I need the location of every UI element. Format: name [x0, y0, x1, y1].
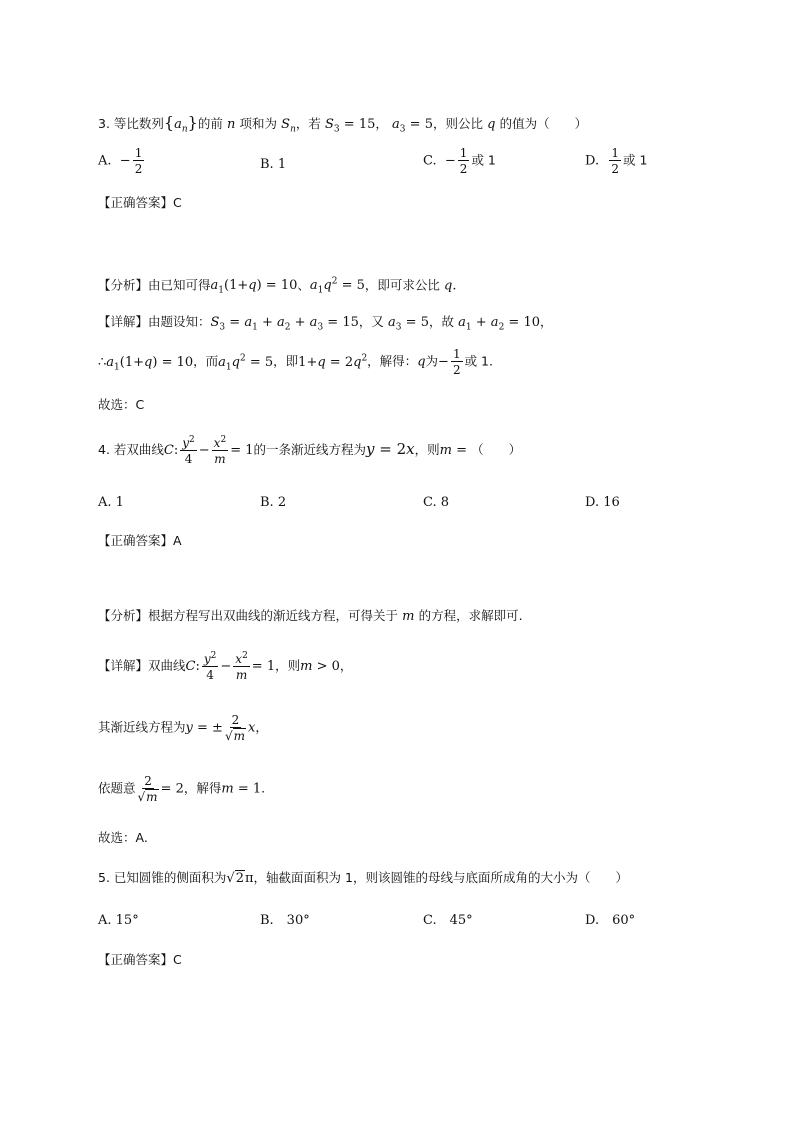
q5-option-c[interactable]: C. 45°	[423, 913, 473, 928]
q4-stem: 4. 若双曲线C: $\frac{y^2}{4}$ − $\frac{x^2}{m}$ = 1的一条渐近线方程为y = 2x，则m = （ ）	[98, 435, 522, 466]
q3-stem: 3. 等比数列$\{a_n\}$的前 n 项和为 $S_n$，若 $S_3 = 15$， $a_3 = 5$，则公比 q 的值为（ ）	[98, 113, 588, 135]
q3-option-c[interactable]: C. − $\frac{1}{2}$ 或 1	[423, 146, 496, 176]
q5-option-b[interactable]: B. 30°	[260, 913, 310, 928]
q4-detail-line-1: 【详解】双曲线C: $\frac{y^2}{4}$ − $\frac{x^2}{m}$ = 1，则m > 0，	[98, 651, 353, 682]
q4-asymptote: 其渐近线方程为y = ± $\frac{2}{√m}$ x，	[98, 713, 268, 743]
q3-option-b[interactable]: B. 1	[260, 157, 287, 172]
q4-condition: 依题意 $\frac{2}{√m}$ = 2，解得m = 1.	[98, 774, 266, 804]
q4-option-b[interactable]: B. 2	[260, 495, 287, 510]
q4-conclusion: 故选：A.	[98, 830, 148, 845]
q4-option-d[interactable]: D. 16	[585, 495, 620, 510]
q5-answer: 【正确答案】C	[98, 952, 182, 967]
q4-answer: 【正确答案】A	[98, 533, 182, 548]
q3-detail-line-1: 【详解】由题设知：$S_3 = a_1 + a_2 + a_3 = 15$，又 $a_3 = 5$，故 $a_1 + a_2 = 10$，	[98, 314, 553, 333]
q5-option-a[interactable]: A. 15°	[98, 913, 139, 928]
q3-detail-line-2: $\therefore a_1(1+q) = 10$，而$a_1q^2 = 5$，即$1+q = 2q^2$，解得：q为− $\frac{1}{2}$ 或 1.	[98, 347, 493, 377]
q3-analysis: 【分析】由已知可得$a_1(1+q) = 10$、$a_1q^2 = 5$，即可求公比 q.	[98, 277, 457, 296]
q3-option-d[interactable]: D. $\frac{1}{2}$ 或 1	[585, 146, 648, 176]
q3-conclusion: 故选：C	[98, 397, 145, 412]
q4-option-a[interactable]: A. 1	[98, 495, 124, 510]
q5-option-d[interactable]: D. 60°	[585, 913, 636, 928]
q3-answer: 【正确答案】C	[98, 195, 182, 210]
q5-stem: 5. 已知圆锥的侧面积为√2π，轴截面面积为 1，则该圆锥的母线与底面所成角的大小为（ ）	[98, 870, 628, 886]
q4-analysis: 【分析】根据方程写出双曲线的渐近线方程，可得关于 m 的方程，求解即可.	[98, 608, 523, 624]
q4-option-c[interactable]: C. 8	[423, 495, 450, 510]
q3-option-a[interactable]: A. − $\frac{1}{2}$	[98, 146, 143, 176]
